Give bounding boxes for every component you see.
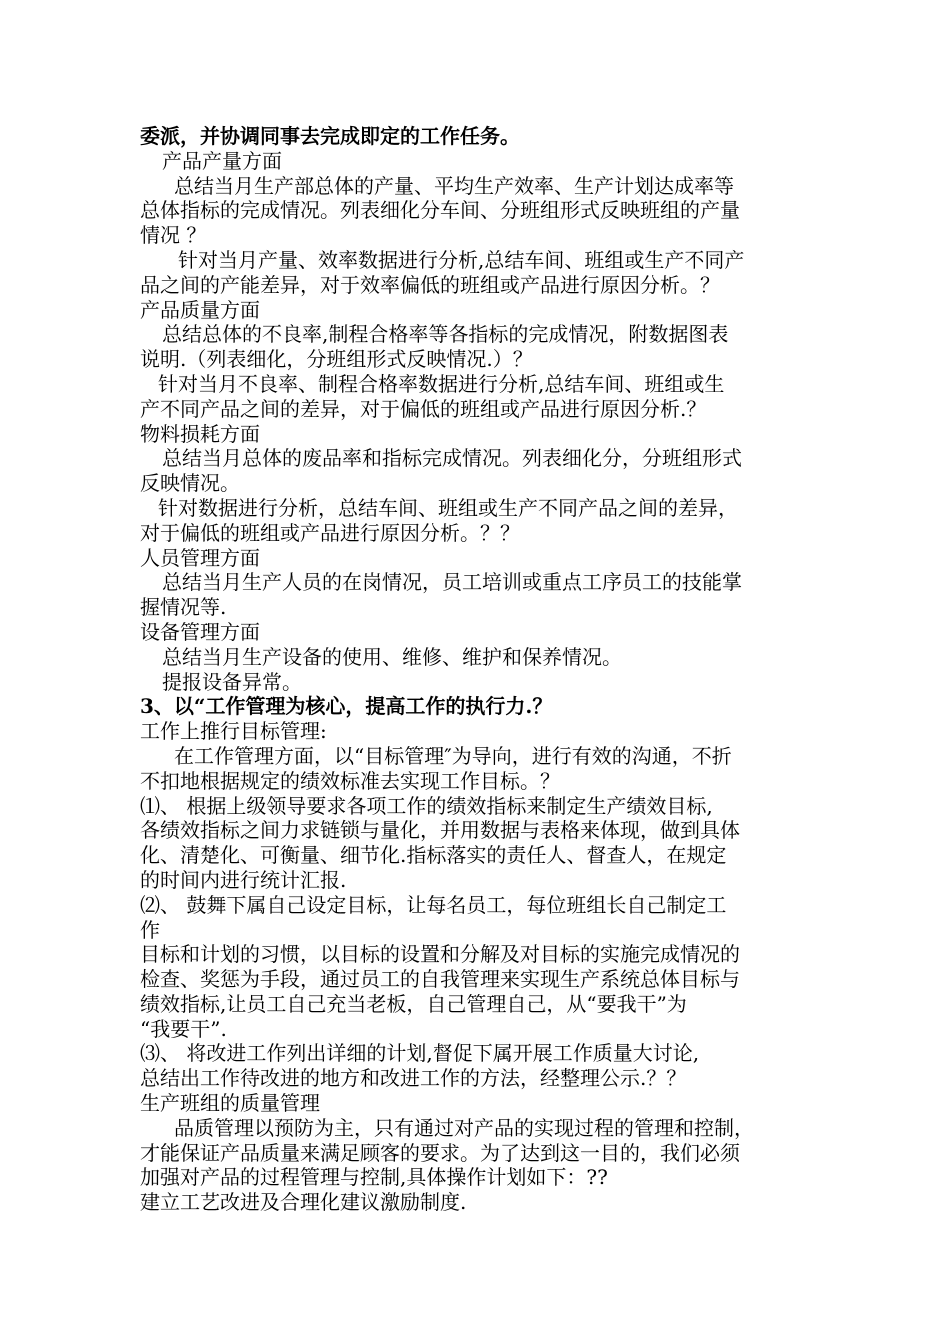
text-line: 总结当月生产设备的使用、维修、维护和保养情况。 [162, 644, 622, 669]
text-line: 在工作管理方面，以“目标管理″为导向，进行有效的沟通，不折 [174, 743, 732, 768]
text-line: 的时间内进行统计汇报. [140, 867, 347, 892]
text-line: 目标和计划的习惯，以目标的设置和分解及对目标的实施完成情况的 [140, 942, 740, 967]
text-line: 对于偏低的班组或产品进行原因分析。？？ [140, 520, 520, 545]
text-line: 加强对产品的过程管理与控制,具体操作计划如下：?? [140, 1165, 608, 1190]
text-line: 总结当月总体的废品率和指标完成情况。列表细化分，分班组形式 [162, 446, 742, 471]
section-heading: 物料损耗方面 [140, 421, 260, 446]
text-line: 总结出工作待改进的地方和改进工作的方法，经整理公示.？？ [140, 1066, 687, 1091]
text-line: 总结当月生产人员的在岗情况，员工培训或重点工序员工的技能掌 [162, 570, 742, 595]
text-line: 总体指标的完成情况。列表细化分车间、分班组形式反映班组的产量 [140, 198, 740, 223]
section-heading: 人员管理方面 [140, 545, 260, 570]
list-item: ⑶、 将改进工作列出详细的计划,督促下属开展工作质量大讨论, [140, 1041, 700, 1066]
text-line: 化、清楚化、可衡量、细节化.指标落实的责任人、督查人，在规定 [140, 843, 727, 868]
list-item: ⑴、 根据上级领导要求各项工作的绩效指标来制定生产绩效目标, [140, 793, 713, 818]
text-line: 不扣地根据规定的绩效标准去实现工作目标。？ [140, 768, 560, 793]
section-heading: 工作上推行目标管理: [140, 719, 327, 744]
text-line: “我要干”. [140, 1016, 227, 1041]
text-line: 针对数据进行分析，总结车间、班组或生产不同产品之间的差异， [158, 495, 738, 520]
text-line: 提报设备异常。 [162, 669, 302, 694]
text-line: 握情况等. [140, 595, 227, 620]
text-line: 产不同产品之间的差异，对于偏低的班组或产品进行原因分析.？ [140, 396, 707, 421]
text-line: 绩效指标,让员工自己充当老板，自己管理自己，从“要我干”为 [140, 991, 687, 1016]
section-heading: 产品质量方面 [140, 297, 260, 322]
section-heading: 设备管理方面 [140, 619, 260, 644]
text-line: 品质管理以预防为主，只有通过对产品的实现过程的管理和控制， [174, 1115, 754, 1140]
text-line: 委派，并协调同事去完成即定的工作任务。 [140, 124, 520, 148]
section-heading: 产品产量方面 [162, 148, 282, 173]
text-line: 情况 ？ [140, 223, 207, 248]
text-line: 检查、奖惩为手段，通过员工的自我管理来实现生产系统总体目标与 [140, 967, 740, 992]
section-heading: 3、以“工作管理为核心，提高工作的执行力.？ [140, 694, 553, 719]
text-line: 说明.（列表细化，分班组形式反映情况.）？ [140, 347, 533, 372]
text-line: 作 [140, 917, 160, 942]
text-line: 总结总体的不良率,制程合格率等各指标的完成情况，附数据图表 [162, 322, 729, 347]
text-line: 针对当月产量、效率数据进行分析,总结车间、班组或生产不同产 [178, 247, 745, 272]
text-line: 建立工艺改进及合理化建议激励制度. [140, 1190, 467, 1215]
document-body [140, 124, 816, 1215]
text-line: 针对当月不良率、制程合格率数据进行分析,总结车间、班组或生 [158, 371, 725, 396]
text-line: 总结当月生产部总体的产量、平均生产效率、生产计划达成率等 [174, 173, 734, 198]
section-heading: 生产班组的质量管理 [140, 1091, 320, 1116]
text-line: 品之间的产能差异，对于效率偏低的班组或产品进行原因分析。？ [140, 272, 720, 297]
list-item: ⑵、 鼓舞下属自己设定目标，让每名员工，每位班组长自己制定工 [140, 892, 727, 917]
text-line: 才能保证产品质量来满足顾客的要求。为了达到这一目的，我们必须 [140, 1140, 740, 1165]
text-line: 反映情况。 [140, 471, 240, 496]
text-line: 各绩效指标之间力求链锁与量化，并用数据与表格来体现，做到具体 [140, 818, 740, 843]
